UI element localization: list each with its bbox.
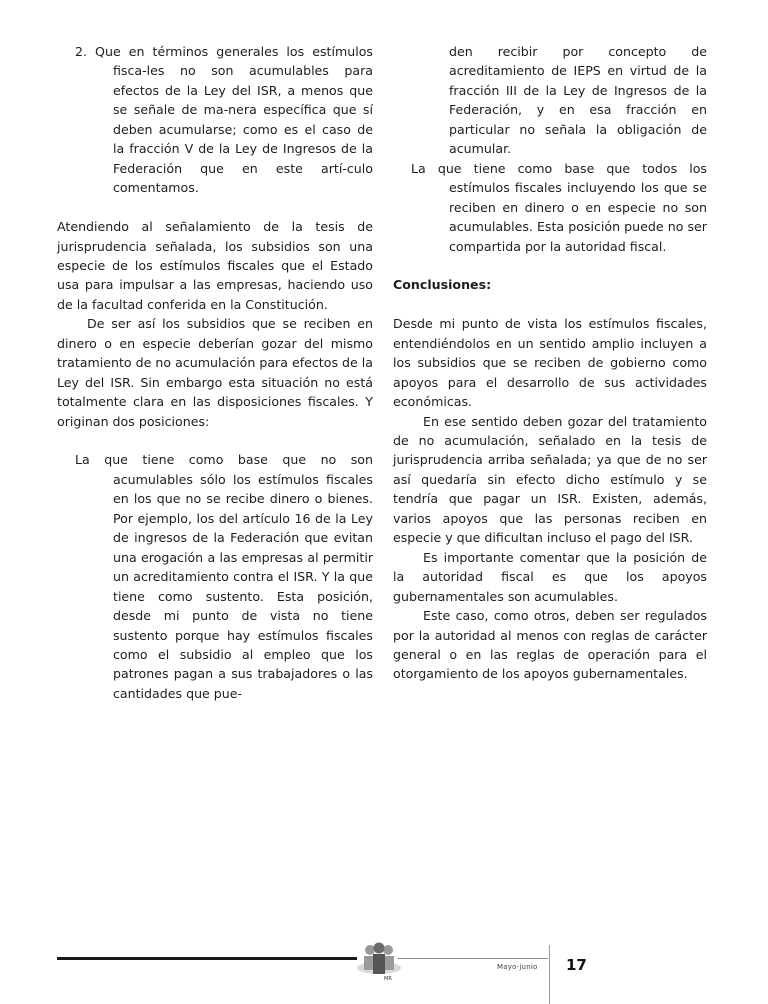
paragraph: Atendiendo al señalamiento de la tesis de jurisprudencia señalada, los subsidios son una especie de los estímulos fiscales que el Estado usa para impulsar a las empresas, haciendo uso de la facultad conferida en la Constitución.	[57, 219, 373, 312]
footer-divider	[549, 945, 550, 1004]
paragraph: De ser así los subsidios que se reciben en dinero o en especie deberían gozar del mismo tratamiento de no acumulación para efectos de la Ley del ISR. Sin embargo esta situación no está totalmente clara en las disposiciones fiscales. Y originan dos posiciones:	[57, 316, 373, 429]
spacer	[393, 256, 707, 275]
paragraph: Este caso, como otros, deben ser regulados por la autoridad al menos con reglas de carácter general o en las reglas de operación para el otorgamiento de los apoyos gubernamentales.	[393, 608, 707, 682]
page-number: 17	[566, 956, 587, 974]
paragraph: Desde mi punto de vista los estímulos fiscales, entendiéndolos en un sentido amplio incluyen a los subsidios que se reciben de gobierno como apoyos para el desarrollo de sus actividades económicas.	[393, 316, 707, 410]
footer-rule-right	[398, 958, 548, 959]
paragraph: Es importante comentar que la posición de la autoridad fiscal es que los apoyos gubernamentales son acumulables.	[393, 549, 707, 604]
position-item-2: La que tiene como base que todos los estímulos fiscales incluyendo los que se reciben en dinero o en especie no son acumulables. Esta posición puede no ser compartida por la autoridad fiscal.	[411, 160, 707, 254]
position-item-1-continued: den recibir por concepto de acreditamiento de IEPS en virtud de la fracción III de la Ley de Ingresos de la Federación, y en esa fracción en particular no señala la obligación de acumular.	[449, 44, 707, 157]
list-item-2: 2. Que en términos generales los estímulos fisca-les no son acumulables para efectos de la Ley del ISR, a menos que se señale de ma-nera específica que sí deben acumularse; como es el caso de la fracción V de la Ley de Ingresos de la Federación que en este artí-culo comentamos.	[75, 44, 373, 196]
spacer	[57, 198, 373, 217]
position-item-1: La que tiene como base que no son acumulables sólo los estímulos fiscales en los que no se recibe dinero o bienes. Por ejemplo, los del artículo 16 de la Ley de ingresos de la Federación que evitan una erogación a las empresas al permitir un acreditamiento contra el ISR. Y la que tiene como sustento. Esta posición, desde mi punto de vista no tiene sustento porque hay estímulos fiscales como el subsidio al empleo que los patrones pagan a sus trabajadores o las cantidades que pue-	[75, 452, 373, 701]
logo-text: MR	[384, 976, 392, 982]
spacer	[393, 295, 707, 314]
right-column	[393, 42, 707, 684]
issue-month: Mayo-junio	[497, 963, 538, 971]
spacer	[57, 431, 373, 450]
magazine-logo-icon	[355, 942, 403, 982]
footer-rule	[57, 957, 357, 960]
left-column	[57, 42, 373, 703]
section-heading: Conclusiones:	[393, 277, 492, 293]
paragraph: En ese sentido deben gozar del tratamiento de no acumulación, señalado en la tesis de jurisprudencia arriba señalada; ya que de no ser así quedaría sin efecto dicho estímulo y se tendría que pagar un ISR. Existen, además, varios apoyos que las personas reciben en especie y que dificultan incluso el pago del ISR.	[393, 413, 707, 546]
